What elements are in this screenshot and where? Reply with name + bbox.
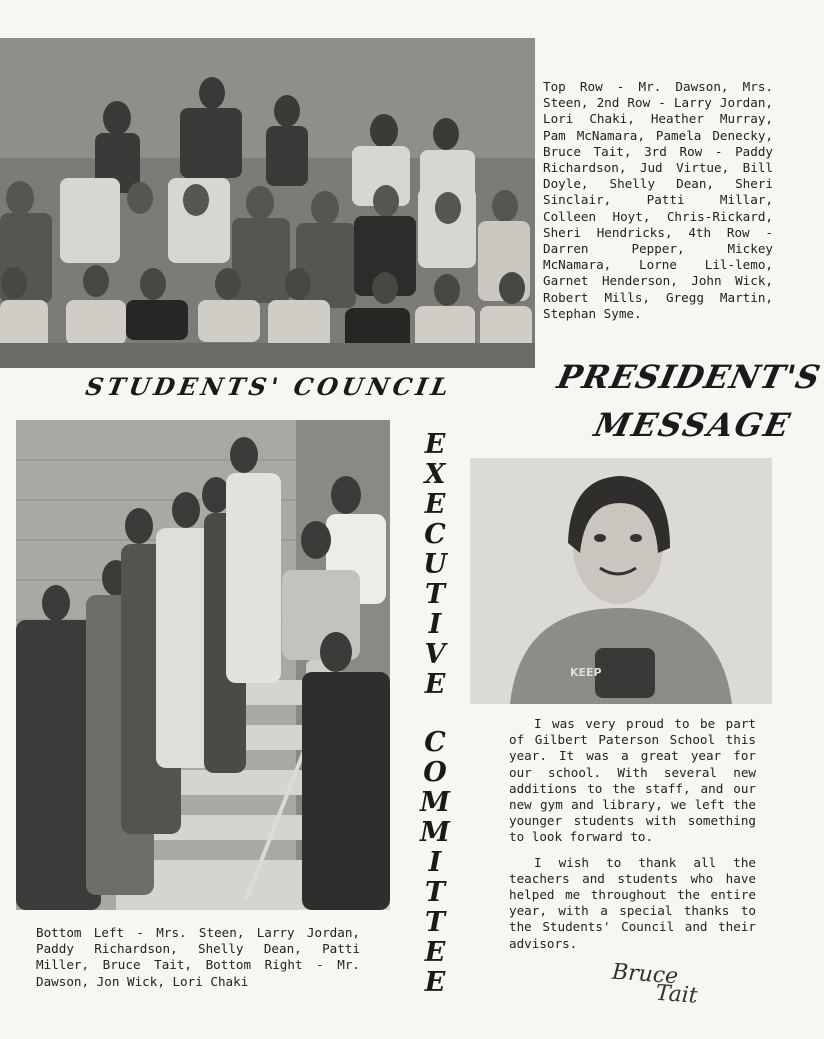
vertical-letter: T [424,579,446,610]
vertical-letter: M [420,817,450,848]
signature-first: Bruce [611,959,679,990]
vertical-letter: E [424,937,446,968]
bruce-tait-signature [611,959,699,1009]
message-paragraph-2: I wish to thank all the teachers and students who have helped me throughout the entire year, with a special thanks to the Students' Council and their advisors. [509,854,756,951]
vertical-letter: M [420,787,450,818]
students-council-heading: STUDENTS' COUNCIL [83,372,455,401]
vertical-letter: U [423,549,447,580]
committee-vertical-heading [420,728,450,998]
vertical-letter: E [424,669,446,700]
group-photo-figures [0,38,535,368]
executive-committee-photo [16,420,390,910]
president-portrait-photo [470,458,772,704]
vertical-letter: E [424,429,446,460]
president-portrait-figure [470,458,772,704]
signature-last: Tait [654,980,699,1009]
vertical-letter: C [424,519,446,550]
vertical-letter: X [424,459,446,490]
vertical-letter: T [424,907,446,938]
vertical-letter: O [423,757,447,788]
vertical-letter: C [424,727,446,758]
presidents-message-body [509,716,756,961]
top-photo-caption: Top Row - Mr. Dawson, Mrs. Steen, 2nd Row - Larry Jordan, Lori Chaki, Heather Murray, Pam McNamara, Pamela Denecky, Bruce Tait, 3rd Row - Paddy Richardson, Jud Virtue, Bill Doyle, Shelly Dean, Sheri Sinclair, Patti Millar, Colleen Hoyt, Chris-Rickard, Sheri Hendricks, 4th Row - Darren Pepper, Mickey McNamara, Lorne Lil-lemo, Garnet Henderson, John Wick, Robert Mills, Gregg Martin, Stephan Syme. [543,79,773,321]
message-paragraph-1: I was very proud to be part of Gilbert Paterson School this year. It was a great year for our school. With several new additions to the staff, and our new gym and library, we left the younger students with something to look forward to. [509,716,756,845]
presidents-heading-line1: PRESIDENT'S [553,358,824,396]
students-council-group-photo [0,38,535,368]
executive-vertical-heading [420,430,450,700]
vertical-letter: V [424,639,446,670]
vertical-letter: I [428,847,442,878]
vertical-letter: T [424,877,446,908]
stairs-photo-figures [16,420,390,910]
shirt-keep-text: KEEP [570,666,602,679]
presidents-heading-line2: MESSAGE [590,406,795,444]
bottom-photo-caption: Bottom Left - Mrs. Steen, Larry Jordan, Paddy Richardson, Shelly Dean, Patti Miller, Bruce Tait, Bottom Right - Mr. Dawson, Jon Wick, Lori Chaki [36,925,360,989]
vertical-letter: E [424,489,446,520]
vertical-letter: E [424,967,446,998]
vertical-letter: I [428,609,442,640]
